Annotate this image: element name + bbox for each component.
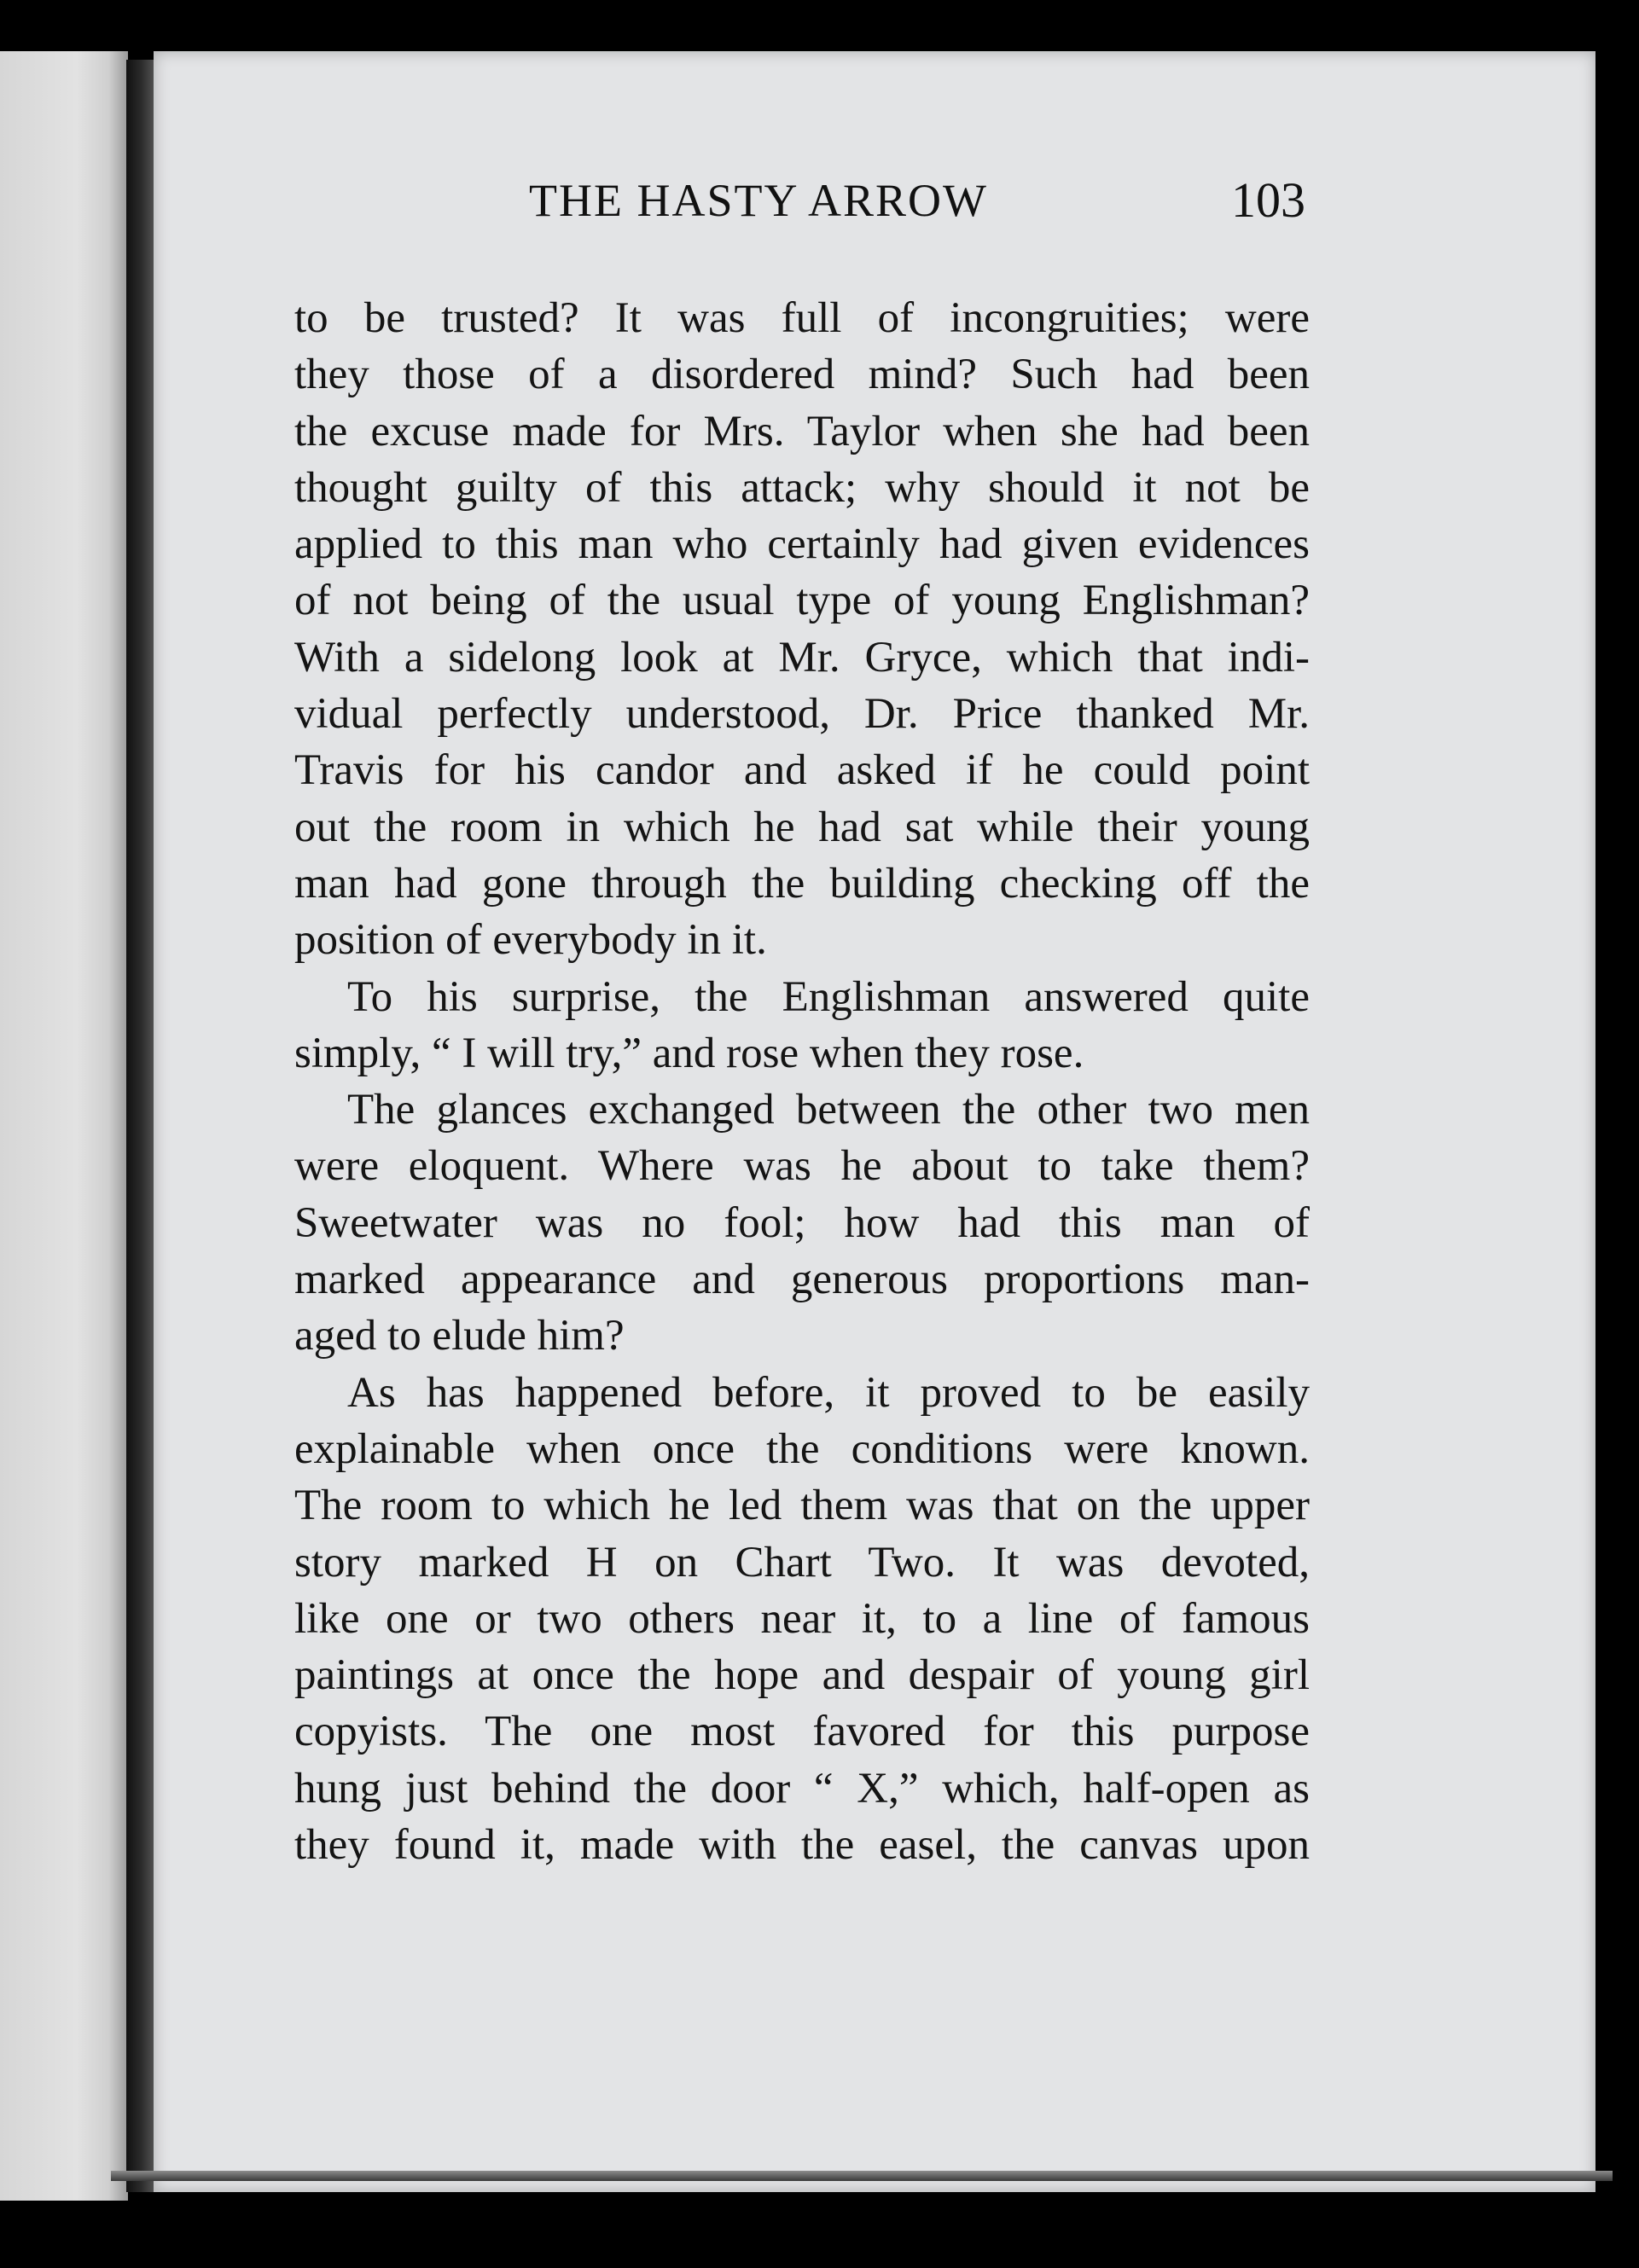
book-spine bbox=[126, 60, 155, 2192]
page-bottom-edge bbox=[111, 2171, 1613, 2181]
text-line: As has happened before, it proved to be easily bbox=[347, 1368, 1310, 1417]
text-line: hung just behind the door “ X,” which, half-open as bbox=[294, 1764, 1310, 1813]
text-line: paintings at once the hope and despair of young girl bbox=[294, 1651, 1310, 1700]
text-line: position of everybody in it. bbox=[294, 916, 767, 965]
text-line: they found it, made with the easel, the canvas upon bbox=[294, 1821, 1310, 1870]
text-line: The room to which he led them was that on the upper bbox=[294, 1482, 1310, 1530]
text-line: of not being of the usual type of young Englishman? bbox=[294, 577, 1310, 625]
paragraph bbox=[294, 969, 1310, 1082]
facing-page-edge bbox=[0, 51, 128, 2201]
text-line: copyists. The one most favored for this purpose bbox=[294, 1708, 1310, 1756]
text-line: out the room in which he had sat while their young bbox=[294, 803, 1310, 851]
text-line: simply, “ I will try,” and rose when they rose. bbox=[294, 1029, 1084, 1077]
text-line: story marked H on Chart Two. It was devoted, bbox=[294, 1538, 1310, 1586]
paragraph bbox=[294, 290, 1310, 969]
text-line: applied to this man who certainly had given evidences bbox=[294, 520, 1310, 569]
text-line: Sweetwater was no fool; how had this man of bbox=[294, 1198, 1310, 1247]
page-number: 103 bbox=[1231, 172, 1305, 228]
text-line: The glances exchanged between the other two men bbox=[347, 1086, 1310, 1134]
text-line: To his surprise, the Englishman answered quite bbox=[347, 972, 1310, 1021]
paragraph bbox=[294, 1365, 1310, 1874]
text-line: vidual perfectly understood, Dr. Price thanked Mr. bbox=[294, 690, 1310, 739]
text-line: explainable when once the conditions were known. bbox=[294, 1424, 1310, 1473]
text-line: Travis for his candor and asked if he could point bbox=[294, 746, 1310, 795]
paragraph bbox=[294, 1082, 1310, 1364]
text-line: man had gone through the building checking off the bbox=[294, 859, 1310, 908]
text-line: aged to elude him? bbox=[294, 1312, 625, 1360]
text-line: marked appearance and generous proportions man- bbox=[294, 1256, 1310, 1304]
running-title: THE HASTY ARROW bbox=[529, 175, 988, 226]
text-line: thought guilty of this attack; why should it not be bbox=[294, 463, 1310, 512]
text-line: they those of a disordered mind? Such had been bbox=[294, 351, 1310, 399]
page-header bbox=[529, 162, 1305, 239]
text-line: like one or two others near it, to a line of famous bbox=[294, 1594, 1310, 1643]
text-line: were eloquent. Where was he about to take them? bbox=[294, 1142, 1310, 1191]
text-line: to be trusted? It was full of incongruities; were bbox=[294, 294, 1310, 342]
text-line: With a sidelong look at Mr. Gryce, which that indi- bbox=[294, 633, 1310, 682]
body-text bbox=[294, 290, 1310, 1911]
text-line: the excuse made for Mrs. Taylor when she had been bbox=[294, 407, 1310, 455]
